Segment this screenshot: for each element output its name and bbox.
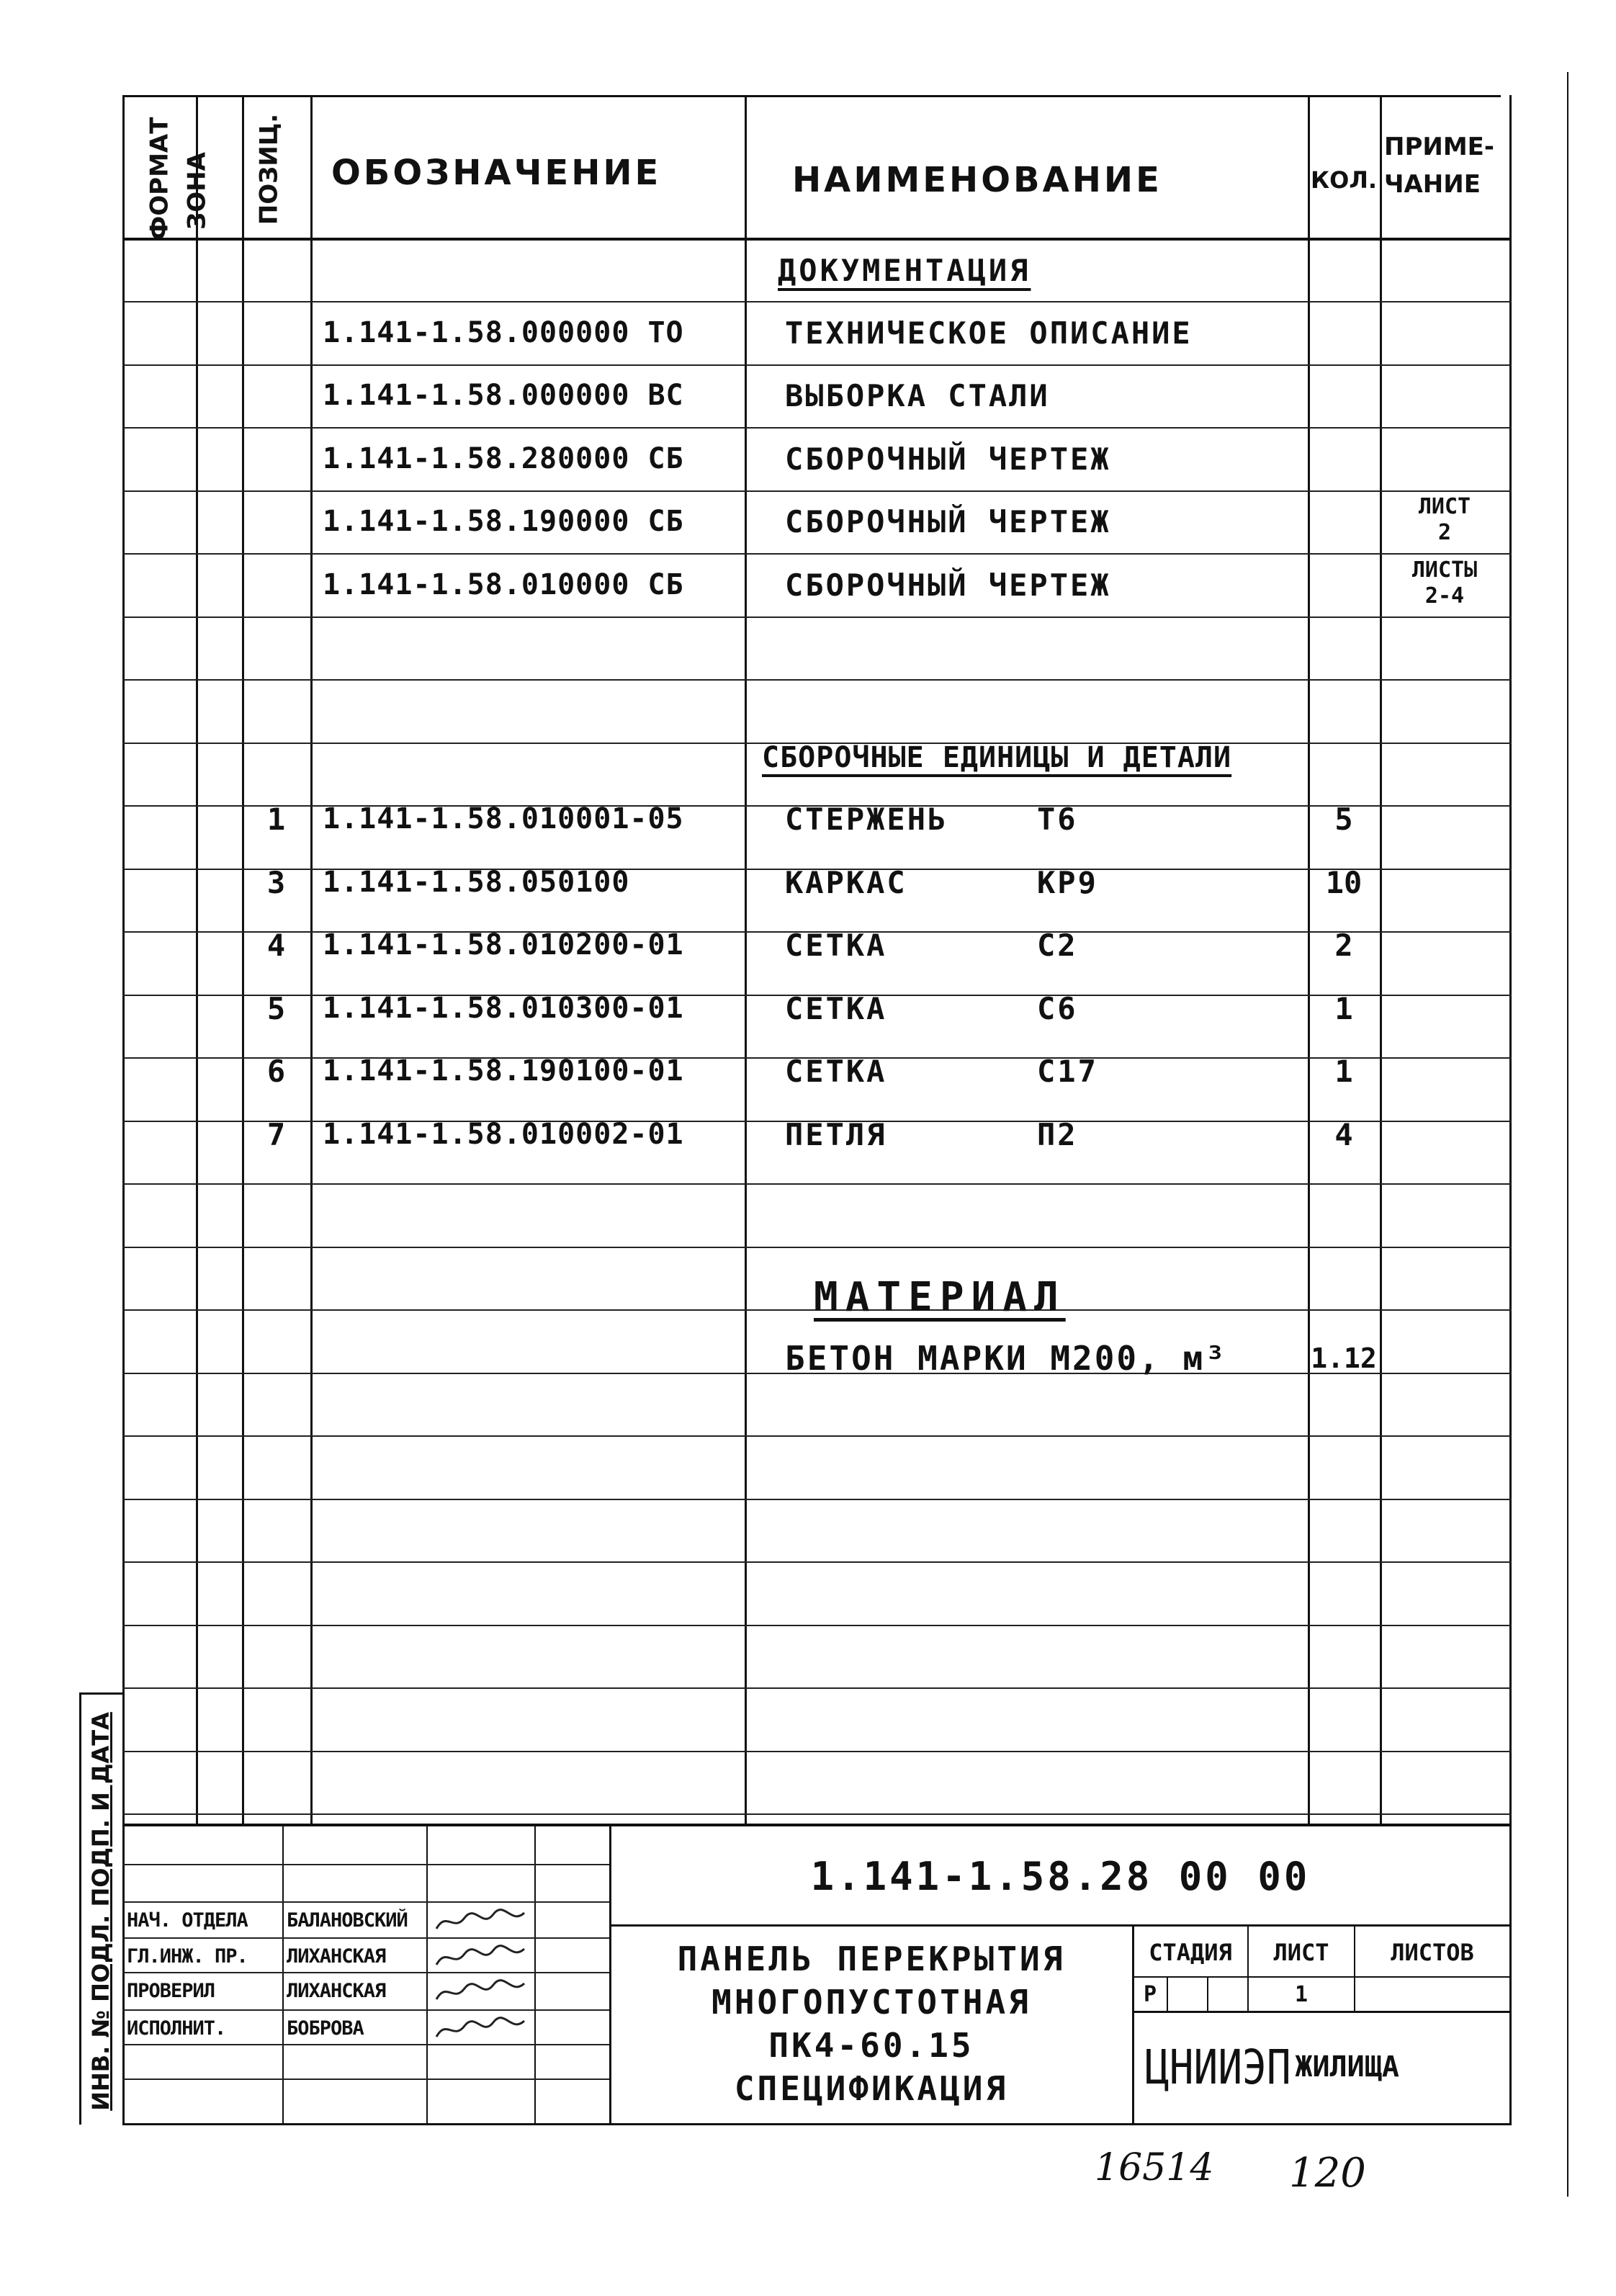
doc-number: 1.141-1.58.28 00 00 <box>810 1853 1311 1899</box>
row-line <box>122 679 1512 681</box>
doc-title-line3: ПК4-60.15 <box>768 2026 974 2065</box>
row-line <box>122 1561 1512 1563</box>
row-line <box>122 616 1512 618</box>
titleblock-row-line <box>122 2009 609 2011</box>
header-format: ФОРМАТ <box>145 117 174 241</box>
document-name: ТЕХНИЧЕСКОЕ ОПИСАНИЕ <box>785 315 1193 351</box>
item-name: СЕТКА <box>785 927 887 963</box>
doc-title <box>612 1937 1131 2110</box>
tb-v8 <box>1167 1976 1168 2011</box>
signature-role: ГЛ.ИНЖ. ПР. <box>127 1945 248 1968</box>
document-note-line2: 2 <box>1437 520 1452 545</box>
row-line <box>122 1751 1512 1752</box>
row-line <box>122 1625 1512 1626</box>
row-line <box>122 1687 1512 1689</box>
item-pos: 7 <box>266 1116 286 1152</box>
row-line <box>122 1813 1512 1815</box>
signature-name: БОБРОВА <box>287 2017 364 2040</box>
header-zone: ЗОНА <box>182 152 212 230</box>
doc-title-line2: МНОГОПУСТОТНАЯ <box>712 1983 1031 2022</box>
item-name: КАРКАС <box>785 864 907 900</box>
item-name: СЕТКА <box>785 1053 887 1089</box>
document-designation: 1.141-1.58.280000 СБ <box>323 442 684 475</box>
org-name: ЖИЛИЩА <box>1295 2050 1399 2084</box>
signature-scribble <box>432 1978 530 2006</box>
item-mark: С6 <box>1037 990 1078 1026</box>
tb-v9 <box>1207 1976 1208 2011</box>
row-line <box>122 1435 1512 1437</box>
titleblock-row-line <box>122 1937 609 1939</box>
titleblock-top <box>122 1824 1512 1826</box>
material-qty: 1.12 <box>1311 1342 1377 1374</box>
footer-number-right: 120 <box>1289 2150 1366 2197</box>
signature-role: ИСПОЛНИТ. <box>127 2017 226 2040</box>
tb-docnum-bottom <box>609 1924 1512 1927</box>
document-note <box>1383 557 1507 609</box>
row-line <box>122 1247 1512 1248</box>
tb-stage-bottom <box>1132 2011 1512 2013</box>
signature-role: ПРОВЕРИЛ <box>127 1979 215 2002</box>
titleblock-row-line <box>122 2078 609 2080</box>
sheet-label: ЛИСТ <box>1273 1939 1329 1966</box>
item-qty: 5 <box>1334 801 1353 837</box>
header-bottom <box>122 238 1512 241</box>
signature-scribble <box>432 1943 530 1972</box>
item-name: ПЕТЛЯ <box>785 1116 887 1152</box>
stage-value: Р <box>1143 1981 1157 2007</box>
header-note-line1: ПРИМЕ- <box>1384 133 1494 161</box>
item-pos: 6 <box>266 1053 286 1089</box>
item-qty: 1 <box>1334 1053 1353 1089</box>
col-designation-border <box>745 95 747 1824</box>
document-name: СБОРОЧНЫЙ ЧЕРТЕЖ <box>785 503 1111 539</box>
item-qty: 1 <box>1334 990 1353 1026</box>
document-note-line1: ЛИСТЫ <box>1411 557 1478 583</box>
col-pos-border <box>310 95 313 1824</box>
item-mark: Т6 <box>1037 801 1078 837</box>
item-name: СТЕРЖЕНЬ <box>785 801 948 837</box>
frame-top <box>122 95 1501 97</box>
document-name: СБОРОЧНЫЙ ЧЕРТЕЖ <box>785 441 1111 477</box>
sheet-value: 1 <box>1294 1981 1308 2007</box>
section-material-title: МАТЕРИАЛ <box>814 1273 1066 1321</box>
item-designation: 1.141-1.58.050100 <box>323 866 630 899</box>
frame-left <box>122 95 125 2125</box>
sheets-label: ЛИСТОВ <box>1391 1939 1474 1966</box>
frame-bottom <box>122 2123 1512 2125</box>
item-qty: 2 <box>1334 927 1353 963</box>
document-designation: 1.141-1.58.000000 ВС <box>323 379 684 412</box>
header-pos: ПОЗИЦ. <box>254 113 284 225</box>
item-designation: 1.141-1.58.010002-01 <box>323 1118 684 1151</box>
item-mark: П2 <box>1037 1116 1078 1152</box>
section-assembly-title: СБОРОЧНЫЕ ЕДИНИЦЫ И ДЕТАЛИ <box>762 741 1232 774</box>
org-logo: ЦНИИЭП <box>1145 2039 1291 2095</box>
item-mark: С2 <box>1037 927 1078 963</box>
signature-name: ЛИХАНСКАЯ <box>287 1979 386 2002</box>
document-designation: 1.141-1.58.010000 СБ <box>323 568 684 601</box>
signature-name: ЛИХАНСКАЯ <box>287 1945 386 1968</box>
item-pos: 5 <box>266 990 286 1026</box>
section-documents-title: ДОКУМЕНТАЦИЯ <box>778 252 1031 288</box>
document-designation: 1.141-1.58.190000 СБ <box>323 505 684 538</box>
item-pos: 1 <box>266 801 286 837</box>
header-name: НАИМЕНОВАНИЕ <box>792 160 1162 200</box>
item-mark: С17 <box>1037 1053 1098 1089</box>
titleblock-row-line <box>122 1864 609 1865</box>
sheet-edge <box>1567 72 1568 2197</box>
signature-scribble <box>432 1907 530 1936</box>
item-name: СЕТКА <box>785 990 887 1026</box>
document-name: ВЫБОРКА СТАЛИ <box>785 377 1050 413</box>
col-qty-border <box>1380 95 1382 1824</box>
header-qty: КОЛ. <box>1310 166 1378 194</box>
titleblock-row-line <box>122 1901 609 1903</box>
document-name: СБОРОЧНЫЙ ЧЕРТЕЖ <box>785 567 1111 603</box>
item-pos: 3 <box>266 864 286 900</box>
header-note-line2: ЧАНИЕ <box>1384 170 1481 199</box>
item-mark: КР9 <box>1037 864 1098 900</box>
document-note <box>1383 494 1507 546</box>
side-stamp: ИНВ. № ПОДЛ. ПОДП. И ДАТА <box>87 1712 115 2111</box>
footer-number-left: 16514 <box>1095 2146 1214 2189</box>
organization <box>1145 2024 1505 2110</box>
stage-label: СТАДИЯ <box>1149 1939 1232 1966</box>
header-designation: ОБОЗНАЧЕНИЕ <box>331 153 662 193</box>
row-line <box>122 1499 1512 1500</box>
item-designation: 1.141-1.58.190100-01 <box>323 1054 684 1088</box>
frame-right <box>1509 95 1512 2125</box>
item-designation: 1.141-1.58.010300-01 <box>323 992 684 1025</box>
item-qty: 10 <box>1325 864 1363 900</box>
col-format-border <box>196 95 198 1824</box>
document-designation: 1.141-1.58.000000 ТО <box>323 316 684 349</box>
item-designation: 1.141-1.58.010001-05 <box>323 802 684 835</box>
stamp-border-top <box>79 1692 124 1695</box>
titleblock-row-line <box>122 2044 609 2045</box>
signature-role: НАЧ. ОТДЕЛА <box>127 1909 248 1932</box>
doc-title-line1: ПАНЕЛЬ ПЕРЕКРЫТИЯ <box>677 1940 1066 1978</box>
item-designation: 1.141-1.58.010200-01 <box>323 928 684 961</box>
signature-scribble <box>432 2015 530 2044</box>
titleblock-row-line <box>122 1972 609 1973</box>
item-qty: 4 <box>1334 1116 1353 1152</box>
doc-title-line4: СПЕЦИФИКАЦИЯ <box>734 2069 1009 2108</box>
document-note-line2: 2-4 <box>1424 583 1465 609</box>
document-note-line1: ЛИСТ <box>1418 494 1471 519</box>
signature-name: БАЛАНОВСКИЙ <box>287 1909 408 1932</box>
row-line <box>122 1183 1512 1185</box>
material-name: БЕТОН МАРКИ М200, м³ <box>785 1339 1227 1378</box>
header-note <box>1384 128 1507 203</box>
item-pos: 4 <box>266 927 286 963</box>
